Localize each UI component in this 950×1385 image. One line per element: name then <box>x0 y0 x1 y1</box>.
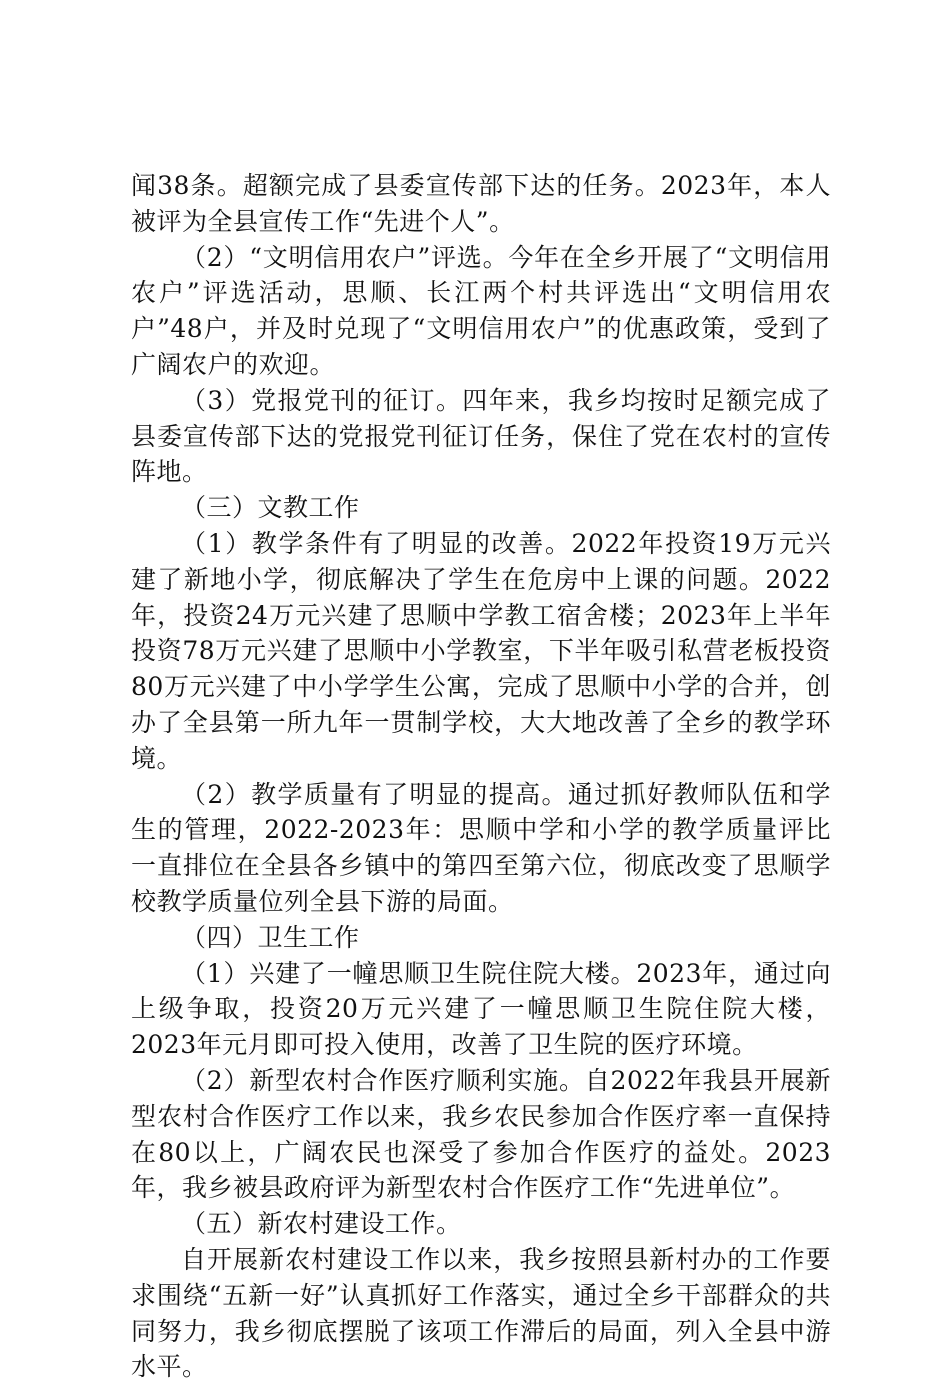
paragraph-civilized-credit-households: （2）“文明信用农户”评选。今年在全乡开展了“文明信用农户”评选活动，思顺、长江两个村共评选出“文明信用农户”48户，并及时兑现了“文明信用农户”的优惠政策，受到了广阔农户的欢迎。 <box>131 242 831 379</box>
paragraph-hospital-building: （1）兴建了一幢思顺卫生院住院大楼。2023年，通过向上级争取，投资20万元兴建了一幢思顺卫生院住院大楼，2023年元月即可投入使用，改善了卫生院的医疗环境。 <box>131 958 831 1060</box>
paragraph-teaching-quality: （2）教学质量有了明显的提高。通过抓好教师队伍和学生的管理，2022-2023年：思顺中学和小学的教学质量评比一直排位在全县各乡镇中的第四至第六位，彻底改变了思顺学校教学质量位列全县下游的局面。 <box>131 779 831 916</box>
paragraph-cooperative-medical: （2）新型农村合作医疗顺利实施。自2022年我县开展新型农村合作医疗工作以来，我乡农民参加合作医疗率一直保持在80以上，广阔农民也深受了参加合作医疗的益处。2023年，我乡被县政府评为新型农村合作医疗工作“先进单位”。 <box>131 1065 831 1203</box>
section-heading-culture-education: （三）文教工作 <box>181 493 360 523</box>
section-heading-health: （四）卫生工作 <box>181 922 360 952</box>
paragraph-continuation: 闻38条。超额完成了县委宣传部下达的任务。2023年，本人被评为全县宣传工作“先进个人”。 <box>131 171 831 236</box>
paragraph-party-newspaper-subscription: （3）党报党刊的征订。四年来，我乡均按时足额完成了县委宣传部下达的党报党刊征订任务，保住了党在农村的宣传阵地。 <box>131 385 831 487</box>
section-heading-new-countryside: （五）新农村建设工作。 <box>181 1209 462 1239</box>
document-body <box>131 168 831 1385</box>
paragraph-new-countryside: 自开展新农村建设工作以来，我乡按照县新村办的工作要求围绕“五新一好”认真抓好工作落实，通过全乡干部群众的共同努力，我乡彻底摆脱了该项工作滞后的局面，列入全县中游水平。 <box>131 1244 831 1382</box>
paragraph-teaching-conditions: （1）教学条件有了明显的改善。2022年投资19万元兴建了新地小学，彻底解决了学生在危房中上课的问题。2022年，投资24万元兴建了思顺中学教工宿舍楼；2023年上半年投资78万元兴建了思顺中小学教室，下半年吸引私营老板投资80万元兴建了中小学学生公寓，完成了思顺中小学的合并，创办了全县第一所九年一贯制学校，大大地改善了全乡的教学环境。 <box>131 528 831 773</box>
